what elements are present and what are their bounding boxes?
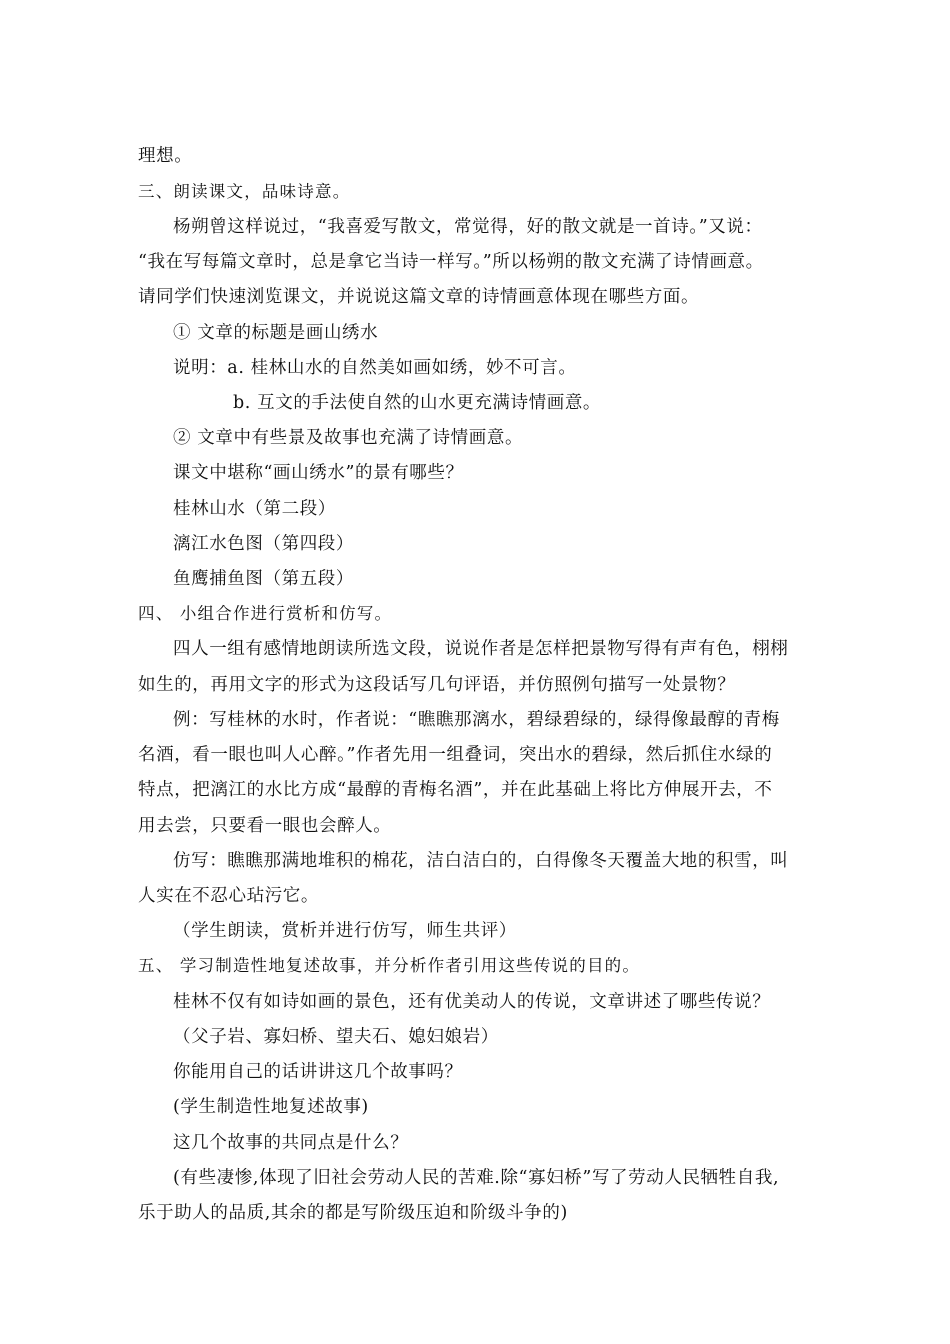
- text-line: 例：写桂林的水时，作者说：“瞧瞧那漓水，碧绿碧绿的，绿得像最醇的青梅: [173, 710, 780, 730]
- text-line: 课文中堪称“画山绣水”的景有哪些？: [173, 463, 464, 483]
- text-line: 乐于助人的品质,其余的都是写阶级压迫和阶级斗争的): [138, 1203, 568, 1223]
- text-line: 你能用自己的话讲讲这几个故事吗？: [173, 1062, 463, 1082]
- list-item-1: ① 文章的标题是画山绣水: [173, 323, 379, 343]
- text-line: (学生制造性地复述故事): [173, 1097, 369, 1117]
- text-line: 这几个故事的共同点是什么？: [173, 1133, 409, 1153]
- text-line: 桂林山水（第二段）: [173, 499, 336, 519]
- text-line: 如生的，再用文字的形式为这段话写几句评语，并仿照例句描写一处景物？: [138, 675, 736, 695]
- text-line: 请同学们快速浏览课文，并说说这篇文章的诗情画意体现在哪些方面。: [138, 287, 700, 307]
- text-line: 特点，把漓江的水比方成“最醇的青梅名酒”，并在此基础上将比方伸展开去，不: [138, 780, 773, 800]
- text-line: 用去尝，只要看一眼也会醉人。: [138, 816, 392, 836]
- note-a: 说明：a. 桂林山水的自然美如画如绣，妙不可言。: [173, 358, 577, 378]
- text-line: （学生朗读，赏析并进行仿写，师生共评）: [173, 921, 517, 941]
- text-line: 杨朔曾这样说过，“我喜爱写散文，常觉得，好的散文就是一首诗。”又说：: [173, 217, 763, 237]
- text-line: 人实在不忍心玷污它。: [138, 886, 319, 906]
- text-line: “我在写每篇文章时，总是拿它当诗一样写。”所以杨朔的散文充满了诗情画意。: [138, 252, 764, 272]
- text-line: 仿写：瞧瞧那满地堆积的棉花，洁白洁白的，白得像冬天覆盖大地的积雪，叫: [173, 851, 789, 871]
- text-line: 理想。: [138, 146, 193, 166]
- text-line: 鱼鹰捕鱼图（第五段）: [173, 569, 354, 589]
- text-line: 四人一组有感情地朗读所选文段，说说作者是怎样把景物写得有声有色，栩栩: [173, 639, 789, 659]
- section-heading-5: 五、 学习制造性地复述故事，并分析作者引用这些传说的目的。: [138, 956, 641, 975]
- text-line: (有些凄惨,体现了旧社会劳动人民的苦难.除“寡妇桥”写了劳动人民牺牲自我,: [173, 1168, 780, 1188]
- text-line: 名酒，看一眼也叫人心醉。”作者先用一组叠词，突出水的碧绿，然后抓住水绿的: [138, 745, 773, 765]
- list-item-2: ② 文章中有些景及故事也充满了诗情画意。: [173, 428, 524, 448]
- text-line: （父子岩、寡妇桥、望夫石、媳妇娘岩）: [173, 1027, 499, 1047]
- section-heading-4: 四、 小组合作进行赏析和仿写。: [138, 604, 393, 623]
- text-line: 桂林不仅有如诗如画的景色，还有优美动人的传说，文章讲述了哪些传说？: [173, 992, 771, 1012]
- text-line: 漓江水色图（第四段）: [173, 534, 354, 554]
- section-heading-3: 三、朗读课文，品味诗意。: [138, 182, 351, 201]
- note-b: b. 互文的手法使自然的山水更充满诗情画意。: [233, 393, 602, 413]
